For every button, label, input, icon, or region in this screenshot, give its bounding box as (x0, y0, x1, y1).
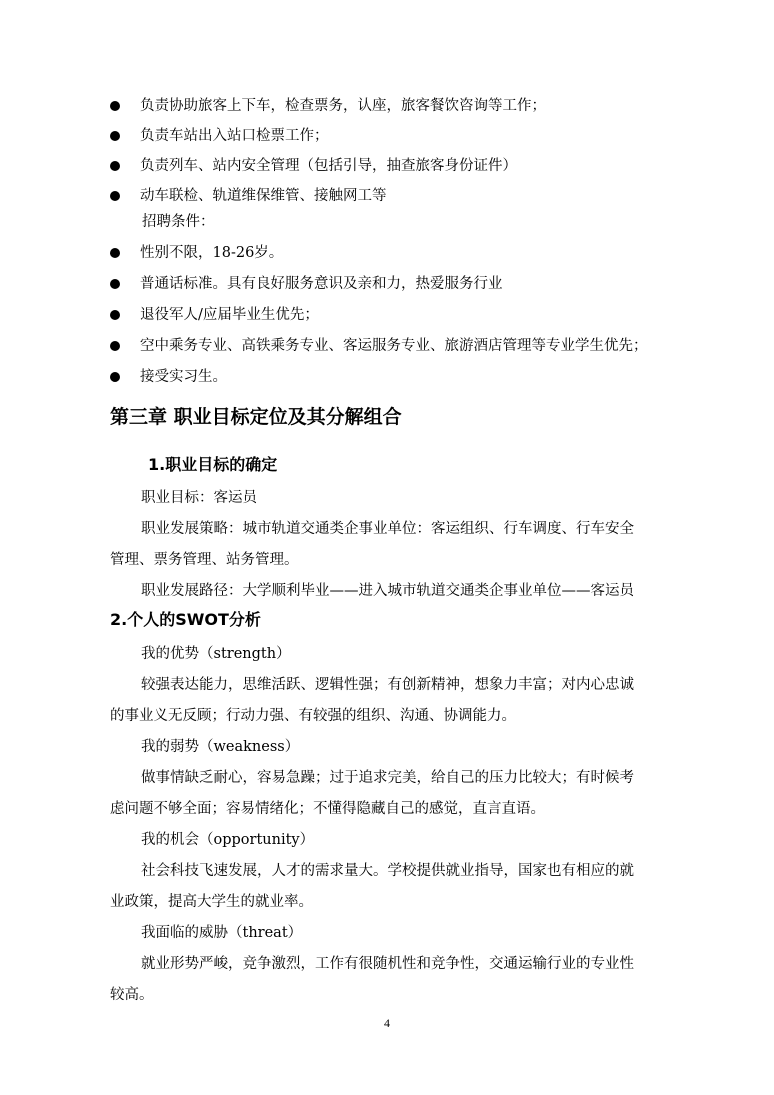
opportunity-line1: 社会科技飞速发展，人才的需求量大。学校提供就业指导，国家也有相应的就 (141, 863, 634, 879)
requirement-text: 性别不限，18-26岁。 (140, 245, 284, 261)
weakness-line2: 虑问题不够全面；容易情绪化；不懂得隐藏自己的感觉，直言直语。 (110, 801, 545, 817)
bullet-icon (110, 279, 120, 289)
page-number: 4 (384, 1016, 390, 1030)
list-item (108, 300, 708, 331)
bullet-icon (110, 310, 120, 320)
requirement-text: 空中乘务专业、高铁乘务专业、客运服务专业、旅游酒店管理等专业学生优先； (140, 338, 648, 354)
strength-line1: 较强表达能力，思维活跃、逻辑性强；有创新精神，想象力丰富；对内心忠诚 (141, 677, 634, 693)
chapter-title: 第三章 职业目标定位及其分解组合 (110, 406, 402, 428)
section-title-swot: 2.个人的SWOT分析 (110, 610, 261, 629)
strength-line2: 的事业义无反顾；行动力强、有较强的组织、沟通、协调能力。 (110, 708, 516, 724)
requirements-label: 招聘条件： (142, 214, 215, 230)
bullet-icon (110, 161, 120, 171)
bullet-icon (110, 191, 120, 201)
requirements-list (108, 238, 708, 393)
duties-list (108, 91, 688, 211)
section-title-career-goal: 1.职业目标的确定 (148, 455, 278, 474)
duty-text: 负责车站出入站口检票工作； (140, 128, 329, 144)
list-item (108, 121, 688, 151)
list-item (108, 238, 708, 269)
swot-block (110, 639, 672, 1011)
list-item (108, 91, 688, 121)
threat-label: 我面临的威胁（threat） (141, 925, 303, 941)
strength-label: 我的优势（strength） (141, 646, 291, 662)
weakness-label: 我的弱势（weakness） (141, 739, 300, 755)
career-goal-text: 职业目标：客运员 (141, 490, 257, 506)
duty-text: 负责协助旅客上下车，检查票务，认座，旅客餐饮咨询等工作； (140, 98, 546, 114)
requirement-text: 普通话标准。具有良好服务意识及亲和力，热爱服务行业 (140, 276, 503, 292)
list-item (108, 362, 708, 393)
bullet-icon (110, 101, 120, 111)
requirement-text: 退役军人/应届毕业生优先； (140, 307, 319, 323)
threat-line2: 较高。 (110, 987, 154, 1003)
weakness-line1: 做事情缺乏耐心，容易急躁；过于追求完美，给自己的压力比较大；有时候考 (141, 770, 634, 786)
career-path-text: 职业发展路径：大学顺利毕业——进入城市轨道交通类企事业单位——客运员 (141, 583, 634, 599)
career-strategy-line2: 管理、票务管理、站务管理。 (110, 552, 299, 568)
bullet-icon (110, 341, 120, 351)
duty-text: 负责列车、站内安全管理（包括引导，抽查旅客身份证件） (140, 158, 517, 174)
requirement-text: 接受实习生。 (140, 369, 227, 385)
list-item (108, 151, 688, 181)
career-strategy-line1: 职业发展策略：城市轨道交通类企事业单位：客运组织、行车调度、行车安全 (141, 521, 634, 537)
career-goal-block (110, 483, 672, 607)
list-item (108, 269, 708, 300)
threat-line1: 就业形势严峻，竞争激烈，工作有很随机性和竞争性，交通运输行业的专业性 (141, 956, 634, 972)
bullet-icon (110, 248, 120, 258)
opportunity-label: 我的机会（opportunity） (141, 832, 315, 848)
duty-text: 动车联检、轨道维保维管、接触网工等 (140, 188, 387, 204)
bullet-icon (110, 372, 120, 382)
list-item (108, 331, 708, 362)
opportunity-line2: 业政策，提高大学生的就业率。 (110, 894, 313, 910)
bullet-icon (110, 131, 120, 141)
